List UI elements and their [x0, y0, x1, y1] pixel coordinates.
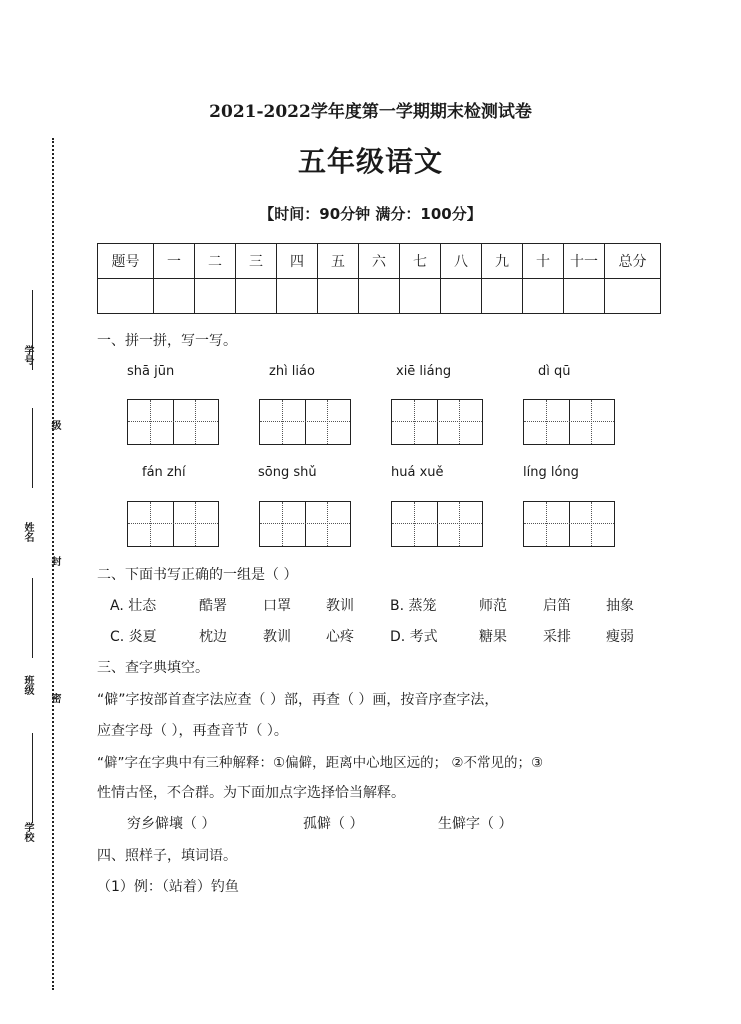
score-input-cell[interactable] [318, 279, 359, 314]
score-header-cell: 五 [318, 244, 359, 279]
score-header-cell: 三 [236, 244, 277, 279]
q2-option-b-3: 启笛 [543, 598, 571, 614]
q3-heading: 三、查字典填空。 [97, 660, 209, 676]
score-header-cell: 四 [277, 244, 318, 279]
score-header-cell: 十 [523, 244, 564, 279]
score-header-cell: 一 [154, 244, 195, 279]
side-label-feng: 封 [49, 556, 60, 566]
q4-example: （1）例：（站着）钓鱼 [97, 879, 239, 895]
score-input-cell[interactable] [195, 279, 236, 314]
q2-option-a-1: A. 壮态 [110, 598, 157, 614]
side-label-banji: 班级 [22, 675, 33, 695]
pinyin-label: sōng shǔ [258, 465, 317, 480]
score-table [97, 243, 661, 314]
score-input-cell[interactable] [605, 279, 661, 314]
score-header-cell: 二 [195, 244, 236, 279]
writing-grid[interactable] [127, 399, 219, 445]
score-input-cell[interactable] [523, 279, 564, 314]
score-table-blank-row [98, 279, 661, 314]
q4-heading: 四、照样子，填词语。 [97, 848, 237, 864]
q3-line-3: “僻”字在字典中有三种解释：①偏僻，距离中心地区远的； ②不常见的；③ [97, 755, 544, 771]
q2-option-d-2: 糖果 [479, 629, 507, 645]
q2-heading: 二、下面书写正确的一组是（ ） [97, 567, 298, 583]
score-input-cell[interactable] [564, 279, 605, 314]
score-input-cell[interactable] [359, 279, 400, 314]
q2-option-b-4: 抽象 [606, 598, 634, 614]
score-header-cell: 七 [400, 244, 441, 279]
score-input-cell[interactable] [400, 279, 441, 314]
q2-option-c-4: 心疼 [326, 629, 354, 645]
exam-title: 2021-2022学年度第一学期期末检测试卷 [209, 102, 532, 122]
q2-option-d-4: 瘦弱 [606, 629, 634, 645]
score-header-cell: 八 [441, 244, 482, 279]
writing-grid[interactable] [391, 399, 483, 445]
pinyin-label: shā jūn [127, 364, 175, 379]
q3-line-4: 性情古怪，不合群。为下面加点字选择恰当解释。 [97, 785, 405, 801]
q3-item-1: 穷乡僻壤（ ） [127, 816, 216, 832]
q2-option-c-1: C. 炎夏 [110, 629, 157, 645]
pinyin-label: zhì liáo [269, 364, 315, 379]
writing-grid[interactable] [259, 501, 351, 547]
q2-option-c-2: 枕边 [199, 629, 227, 645]
score-header-cell: 六 [359, 244, 400, 279]
writing-grid[interactable] [523, 501, 615, 547]
score-header-cell: 十一 [564, 244, 605, 279]
score-input-cell[interactable] [154, 279, 195, 314]
side-label-xingming: 姓名 [22, 522, 33, 542]
q2-option-a-3: 口罩 [263, 598, 291, 614]
score-table-header-row [98, 244, 661, 279]
pinyin-label: líng lóng [523, 465, 579, 480]
score-input-cell[interactable] [98, 279, 154, 314]
side-rule-banji [32, 578, 33, 658]
side-rule-xingming [32, 408, 33, 488]
pinyin-label: fán zhí [142, 465, 186, 480]
q2-option-b-1: B. 蒸笼 [390, 598, 437, 614]
writing-grid[interactable] [259, 399, 351, 445]
score-header-cell: 题号 [98, 244, 154, 279]
score-input-cell[interactable] [441, 279, 482, 314]
q3-item-3: 生僻字（ ） [438, 816, 513, 832]
score-header-cell: 九 [482, 244, 523, 279]
side-label-xuexiao: 学校 [22, 822, 33, 842]
q3-line-1: “僻”字按部首查字法应查（ ）部，再查（ ）画，按音序查字法， [97, 692, 499, 708]
time-score-info: 【时间：90分钟 满分：100分】 [259, 205, 482, 223]
score-input-cell[interactable] [277, 279, 318, 314]
q3-line-2: 应查字母（ ），再查音节（ ）。 [97, 723, 288, 739]
pinyin-label: huá xuě [391, 465, 444, 480]
side-label-xuehao: 学号 [22, 345, 33, 365]
q2-option-b-2: 师范 [479, 598, 507, 614]
q2-option-d-3: 采排 [543, 629, 571, 645]
score-input-cell[interactable] [482, 279, 523, 314]
subject-title: 五年级语文 [297, 145, 443, 178]
q1-heading: 一、拼一拼，写一写。 [97, 333, 237, 349]
q3-item-2: 孤僻（ ） [303, 816, 364, 832]
q2-option-a-2: 酷署 [199, 598, 227, 614]
writing-grid[interactable] [523, 399, 615, 445]
writing-grid[interactable] [391, 501, 483, 547]
writing-grid[interactable] [127, 501, 219, 547]
q2-option-c-3: 教训 [263, 629, 291, 645]
score-input-cell[interactable] [236, 279, 277, 314]
side-label-ji: 级 [49, 420, 60, 430]
q2-option-d-1: D. 考式 [390, 629, 438, 645]
pinyin-label: dì qū [538, 364, 571, 379]
side-rule-xuexiao [32, 733, 33, 823]
q2-option-a-4: 教训 [326, 598, 354, 614]
side-label-mi: 密 [49, 693, 60, 703]
score-header-cell: 总分 [605, 244, 661, 279]
pinyin-label: xiē liáng [396, 364, 452, 379]
